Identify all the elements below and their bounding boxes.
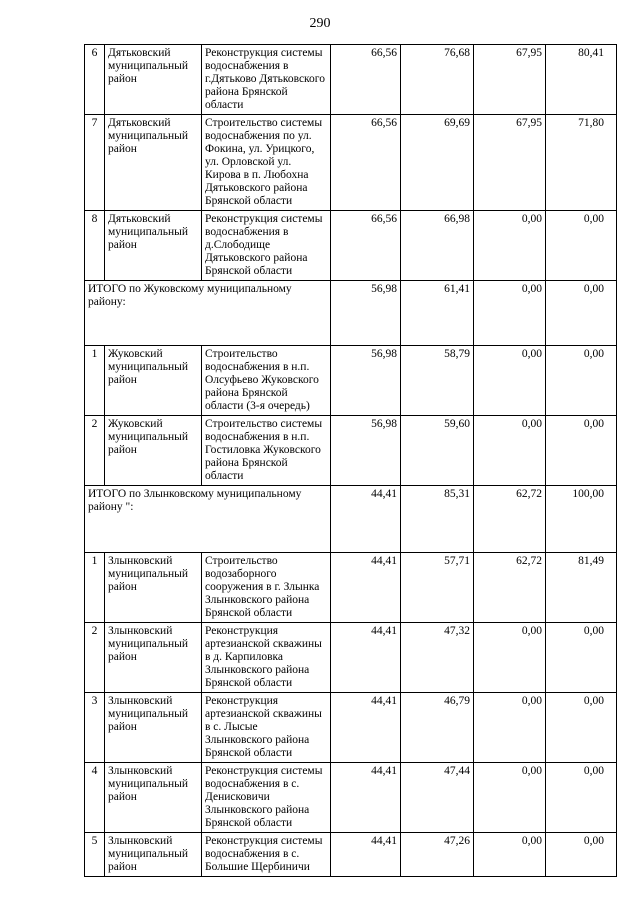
value-cell: 0,00 [546,281,617,346]
value-cell: 76,68 [401,45,474,115]
project-cell: Строительство водозаборного сооружения в г. Злынка Злынковского района Брянской области [202,553,331,623]
value-cell: 0,00 [474,763,546,833]
project-cell: Реконструкция системы водоснабжения в с. Большие Щербиничи [202,833,331,877]
table-row [85,211,617,281]
value-cell: 56,98 [331,346,401,416]
value-cell: 66,56 [331,211,401,281]
project-cell: Реконструкция артезианской скважины в д. Карпиловка Злынковского района Брянской области [202,623,331,693]
total-row [85,281,617,346]
district-cell: Дятьковский муниципальный район [105,45,202,115]
district-cell: Жуковский муниципальный район [105,416,202,486]
data-table [84,44,617,877]
value-cell: 44,41 [331,553,401,623]
value-cell: 69,69 [401,115,474,211]
row-number: 4 [85,763,105,833]
value-cell: 0,00 [546,693,617,763]
value-cell: 0,00 [474,833,546,877]
row-number: 8 [85,211,105,281]
total-label: ИТОГО по Злынковскому муниципальному району ": [85,486,331,553]
row-number: 5 [85,833,105,877]
value-cell: 67,95 [474,45,546,115]
value-cell: 0,00 [546,623,617,693]
value-cell: 0,00 [546,346,617,416]
total-row [85,486,617,553]
value-cell: 81,49 [546,553,617,623]
value-cell: 0,00 [546,416,617,486]
value-cell: 66,56 [331,115,401,211]
value-cell: 0,00 [474,623,546,693]
value-cell: 71,80 [546,115,617,211]
value-cell: 0,00 [546,763,617,833]
value-cell: 46,79 [401,693,474,763]
table-row [85,416,617,486]
value-cell: 58,79 [401,346,474,416]
district-cell: Злынковский муниципальный район [105,833,202,877]
row-number: 2 [85,623,105,693]
row-number: 1 [85,346,105,416]
value-cell: 0,00 [474,211,546,281]
value-cell: 57,71 [401,553,474,623]
table-row [85,693,617,763]
value-cell: 44,41 [331,763,401,833]
table-row [85,45,617,115]
row-number: 2 [85,416,105,486]
value-cell: 47,32 [401,623,474,693]
table-row [85,833,617,877]
district-cell: Злынковский муниципальный район [105,623,202,693]
district-cell: Злынковский муниципальный район [105,763,202,833]
table-row [85,115,617,211]
value-cell: 0,00 [546,211,617,281]
project-cell: Строительство системы водоснабжения в н.п. Гостиловка Жуковского района Брянской области [202,416,331,486]
value-cell: 100,00 [546,486,617,553]
value-cell: 0,00 [474,346,546,416]
district-cell: Злынковский муниципальный район [105,553,202,623]
value-cell: 0,00 [474,416,546,486]
district-cell: Дятьковский муниципальный район [105,115,202,211]
value-cell: 56,98 [331,281,401,346]
value-cell: 62,72 [474,486,546,553]
district-cell: Злынковский муниципальный район [105,693,202,763]
row-number: 6 [85,45,105,115]
value-cell: 47,26 [401,833,474,877]
table-row [85,623,617,693]
row-number: 1 [85,553,105,623]
value-cell: 80,41 [546,45,617,115]
project-cell: Реконструкция системы водоснабжения в д.Слободище Дятьковского района Брянской области [202,211,331,281]
page-number: 290 [309,16,331,31]
table-row [85,346,617,416]
row-number: 7 [85,115,105,211]
table-row [85,763,617,833]
row-number: 3 [85,693,105,763]
value-cell: 0,00 [474,693,546,763]
value-cell: 44,41 [331,693,401,763]
value-cell: 61,41 [401,281,474,346]
value-cell: 0,00 [474,281,546,346]
value-cell: 67,95 [474,115,546,211]
value-cell: 44,41 [331,833,401,877]
total-label: ИТОГО по Жуковскому муниципальному району: [85,281,331,346]
value-cell: 56,98 [331,416,401,486]
value-cell: 47,44 [401,763,474,833]
district-cell: Жуковский муниципальный район [105,346,202,416]
project-cell: Строительство системы водоснабжения по ул. Фокина, ул. Урицкого, ул. Орловской ул. Кирова в п. Любохна Дятьковского района Брянской области [202,115,331,211]
value-cell: 44,41 [331,486,401,553]
value-cell: 66,56 [331,45,401,115]
district-cell: Дятьковский муниципальный район [105,211,202,281]
project-cell: Реконструкция артезианской скважины в с. Лысые Злынковского района Брянской области [202,693,331,763]
value-cell: 0,00 [546,833,617,877]
table-row [85,553,617,623]
project-cell: Реконструкция системы водоснабжения в с. Денисковичи Злынковского района Брянской области [202,763,331,833]
project-cell: Строительство водоснабжения в н.п. Олсуфьево Жуковского района Брянской области (3-я очередь) [202,346,331,416]
value-cell: 59,60 [401,416,474,486]
value-cell: 62,72 [474,553,546,623]
value-cell: 44,41 [331,623,401,693]
project-cell: Реконструкция системы водоснабжения в г.Дятьково Дятьковского района Брянской области [202,45,331,115]
value-cell: 66,98 [401,211,474,281]
value-cell: 85,31 [401,486,474,553]
